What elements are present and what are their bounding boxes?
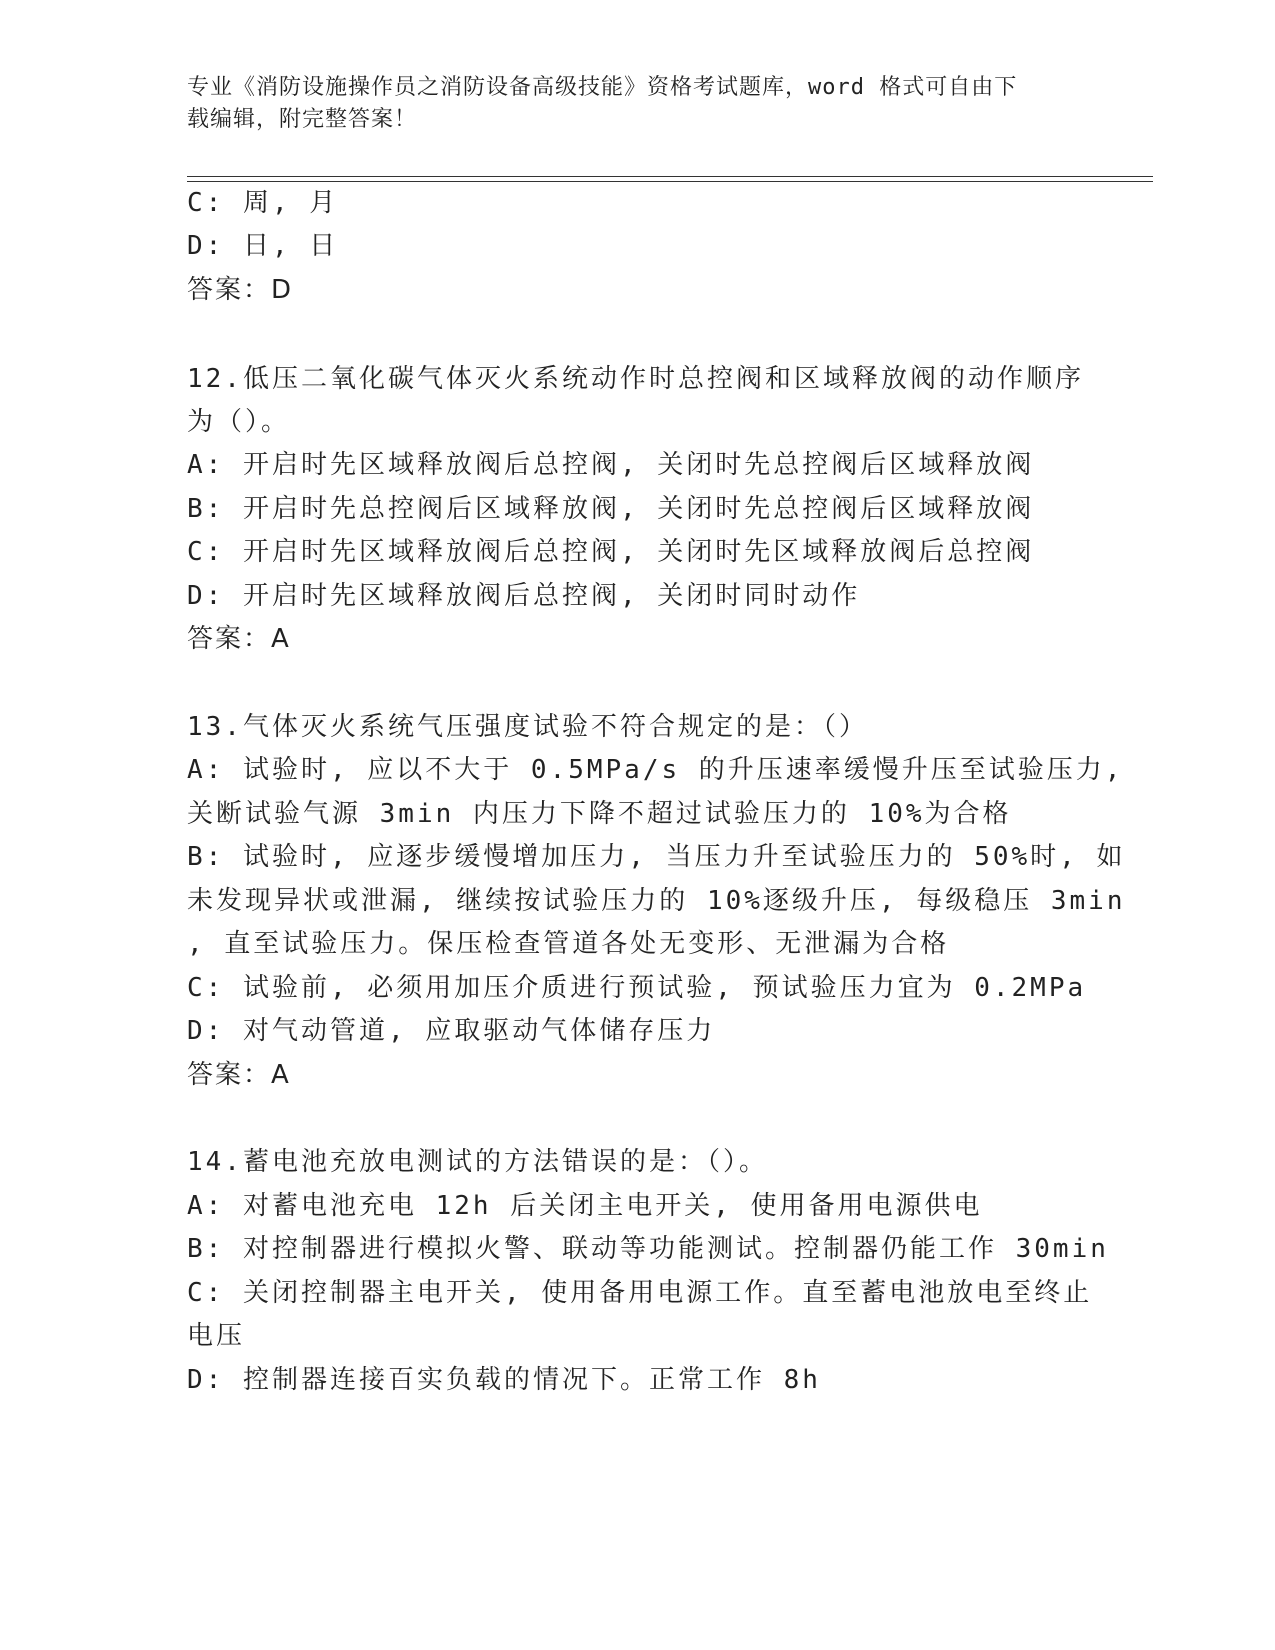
q13-answer: 答案：A [187,1060,291,1090]
q13-option-a-line-1: A: 试验时, 应以不大于 0.5MPa/s 的升压速率缓慢升压至试验压力, [187,755,1124,785]
q14-option-d: D: 控制器连接百实负载的情况下。正常工作 8h [187,1365,821,1395]
q14-option-c-line-1: C: 关闭控制器主电开关, 使用备用电源工作。直至蓄电池放电至终止 [187,1278,1093,1308]
q11-option-c: C: 周, 月 [187,188,339,218]
header-divider-top [187,176,1153,177]
header-divider-bottom [187,181,1153,182]
header-line-1: 专业《消防设施操作员之消防设备高级技能》资格考试题库，word 格式可自由下 [187,75,1018,100]
q11-option-d: D: 日, 日 [187,231,339,261]
q13-option-d: D: 对气动管道, 应取驱动气体储存压力 [187,1016,716,1046]
q14-option-b: B: 对控制器进行模拟火警、联动等功能测试。控制器仍能工作 30min [187,1234,1109,1264]
q14-option-a: A: 对蓄电池充电 12h 后关闭主电开关, 使用备用电源供电 [187,1191,983,1221]
q12-option-c: C: 开启时先区域释放阀后总控阀, 关闭时先区域释放阀后总控阀 [187,537,1035,567]
q12-answer: 答案：A [187,624,291,654]
q12-stem-line-1: 12.低压二氧化碳气体灭火系统动作时总控阀和区域释放阀的动作顺序 [187,364,1084,394]
q12-option-a: A: 开启时先区域释放阀后总控阀, 关闭时先总控阀后区域释放阀 [187,450,1035,480]
q12-stem-line-2: 为（）。 [187,407,291,437]
page-header [187,72,1067,136]
q13-option-a-line-2: 关断试验气源 3min 内压力下降不超过试验压力的 10%为合格 [187,799,1012,829]
q13-option-c: C: 试验前, 必须用加压介质进行预试验, 预试验压力宜为 0.2MPa [187,973,1087,1003]
q12-option-d: D: 开启时先区域释放阀后总控阀, 关闭时同时动作 [187,581,861,611]
q11-answer: 答案：D [187,275,294,305]
q13-stem: 13.气体灭火系统气压强度试验不符合规定的是：（） [187,712,868,742]
header-line-2: 载编辑，附完整答案！ [187,107,418,132]
q14-option-c-line-2: 电压 [187,1321,246,1351]
q14-stem: 14.蓄电池充放电测试的方法错误的是：（）。 [187,1147,768,1177]
q13-option-b-line-1: B: 试验时, 应逐步缓慢增加压力, 当压力升至试验压力的 50%时, 如 [187,842,1126,872]
q13-option-b-line-2: 未发现异状或泄漏, 继续按试验压力的 10%逐级升压, 每级稳压 3min [187,886,1126,916]
q13-option-b-line-3: , 直至试验压力。保压检查管道各处无变形、无泄漏为合格 [187,929,950,959]
q12-option-b: B: 开启时先总控阀后区域释放阀, 关闭时先总控阀后区域释放阀 [187,494,1035,524]
